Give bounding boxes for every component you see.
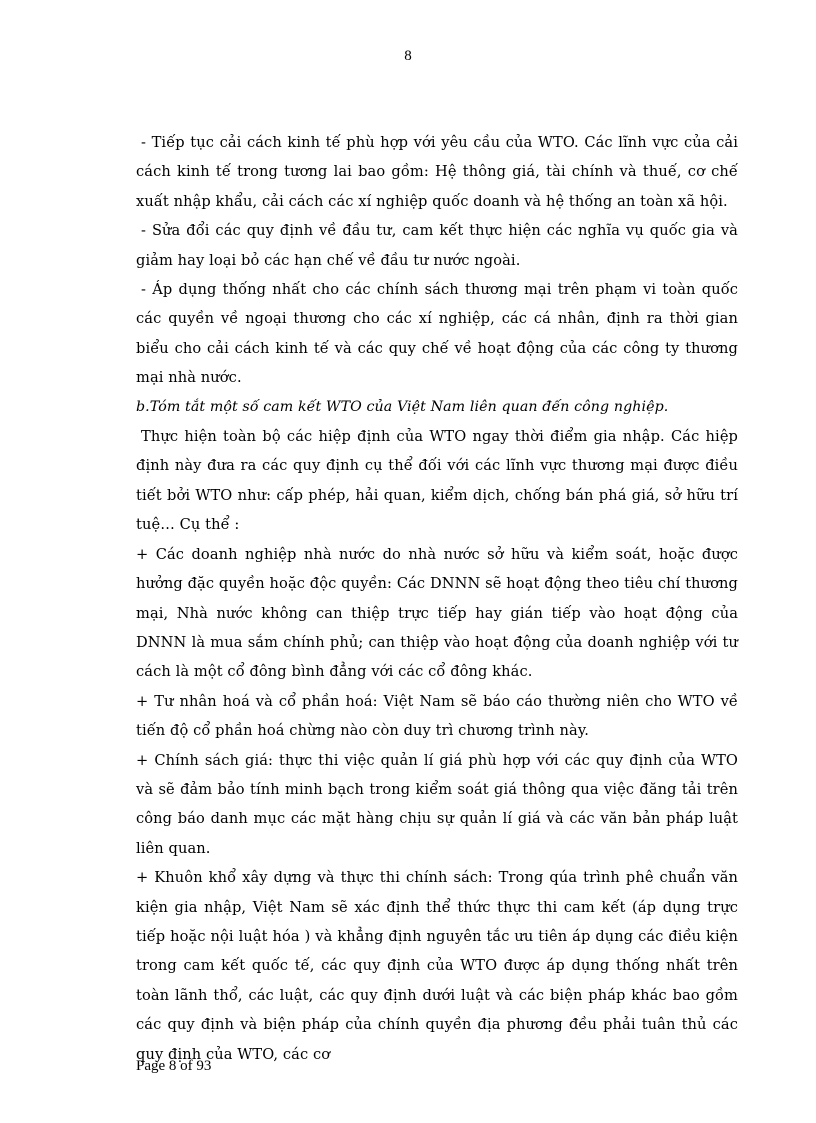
paragraph-economic-reform: - Tiếp tục cải cách kinh tế phù hợp với yêu cầu của WTO. Các lĩnh vực của cải cách kinh tế trong tương lai bao gồm: Hệ thông giá, tài chính và thuế, cơ chế xuất nhập khẩu, cải cách các xí nghiệp quốc doanh và hệ thống an toàn xã hội. (136, 134, 738, 210)
section-heading-wto-commitments: b.Tóm tắt một số cam kết WTO của Việt Nam liên quan đến công nghiệp. (136, 398, 669, 415)
page-footer: Page 8 of 93 (136, 1058, 212, 1074)
paragraph-investment-rules: - Sửa đổi các quy định về đầu tư, cam kết thực hiện các nghĩa vụ quốc gia và giảm hay loại bỏ các hạn chế về đầu tư nước ngoài. (136, 222, 738, 269)
paragraph-price-policy: + Chính sách giá: thực thi việc quản lí giá phù hợp với các quy định của WTO và sẽ đảm bảo tính minh bạch trong kiểm soát giá thông qua việc đăng tải trên công báo danh mục các mặt hàng chịu sự quản lí giá và các văn bản pháp luật liên quan. (136, 751, 738, 857)
paragraph-trade-policy: - Áp dụng thống nhất cho các chính sách thương mại trên phạm vi toàn quốc các quyền về ngoại thương cho các xí nghiệp, các cá nhân, định ra thời gian biểu cho cải cách kinh tế và các quy chế về hoạt động của các công ty thương mại nhà nước. (136, 281, 738, 387)
paragraph-privatization: + Tư nhân hoá và cổ phần hoá: Việt Nam sẽ báo cáo thường niên cho WTO về tiến độ cổ phần hoá chừng nào còn duy trì chương trình này. (136, 692, 738, 740)
paragraph-state-enterprises: + Các doanh nghiệp nhà nước do nhà nước sở hữu và kiểm soát, hoặc được hưởng đặc quyền hoặc độc quyền: Các DNNN sẽ hoạt động theo tiêu chí thương mại, Nhà nước không can thiệp trực tiếp hay gián tiếp vào hoạt động của DNNN là mua sắm chính phủ; can thiệp vào hoạt động của doanh nghiệp với tư cách là một cổ đông bình đẳng với các cổ đông khác. (136, 545, 738, 681)
paragraph-wto-agreements: Thực hiện toàn bộ các hiệp định của WTO ngay thời điểm gia nhập. Các hiệp định này đưa ra các quy định cụ thể đối với các lĩnh vực thương mại được điều tiết bởi WTO như: cấp phép, hải quan, kiểm dịch, chống bán phá giá, sở hữu trí tuệ… Cụ thể : (136, 428, 738, 534)
paragraph-policy-framework: + Khuôn khổ xây dựng và thực thi chính sách: Trong qúa trình phê chuẩn văn kiện gia nhập, Việt Nam sẽ xác định thể thức thực thi cam kết (áp dụng trực tiếp hoặc nội luật hóa ) và khẳng định nguyên tắc ưu tiên áp dụng các điều kiện trong cam kết quốc tế, các quy định của WTO được áp dụng thống nhất trên toàn lãnh thổ, các luật, các quy định dưới luật và các biện pháp khác bao gồm các quy định và biện pháp của chính quyền địa phương đều phải tuân thủ các quy định của WTO, các cơ (136, 869, 738, 1063)
page-number: 8 (404, 48, 412, 64)
document-body (136, 128, 738, 1069)
